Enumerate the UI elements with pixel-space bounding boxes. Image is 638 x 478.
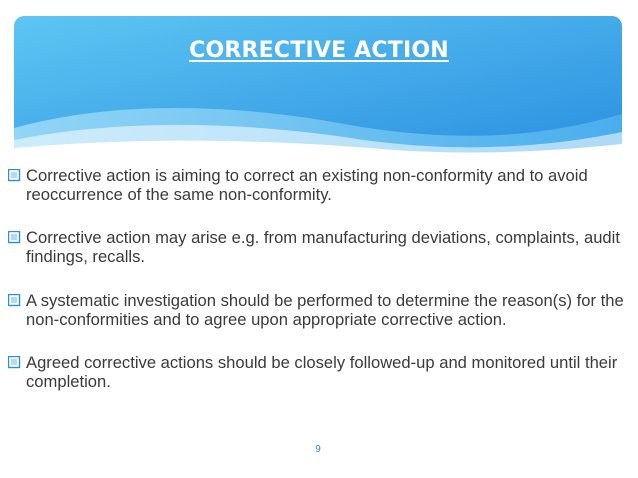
bullet-item: [8, 228, 628, 266]
bullet-text: A systematic investigation should be performed to determine the reason(s) for the non-conformities and to agree upon appropriate corrective action.: [26, 291, 624, 329]
bullet-text: Corrective action is aiming to correct an existing non-conformity and to avoid reoccurrence of the same non-conformity.: [26, 166, 588, 204]
header-wave-graphic: [14, 16, 622, 156]
bullet-list: [8, 166, 628, 391]
header-banner: [14, 16, 622, 156]
page-number: 9: [315, 444, 321, 455]
bullet-item: [8, 353, 628, 391]
bullet-item: [8, 291, 628, 329]
slide-title: CORRECTIVE ACTION: [189, 38, 449, 63]
bullet-text: Corrective action may arise e.g. from manufacturing deviations, complaints, audit findings, recalls.: [26, 228, 620, 266]
square-box-icon: [8, 356, 21, 369]
bullet-text: Agreed corrective actions should be closely followed-up and monitored until their completion.: [26, 353, 618, 391]
square-box-icon: [8, 231, 21, 244]
bullet-item: [8, 166, 628, 204]
square-box-icon: [8, 294, 21, 307]
square-box-icon: [8, 169, 21, 182]
